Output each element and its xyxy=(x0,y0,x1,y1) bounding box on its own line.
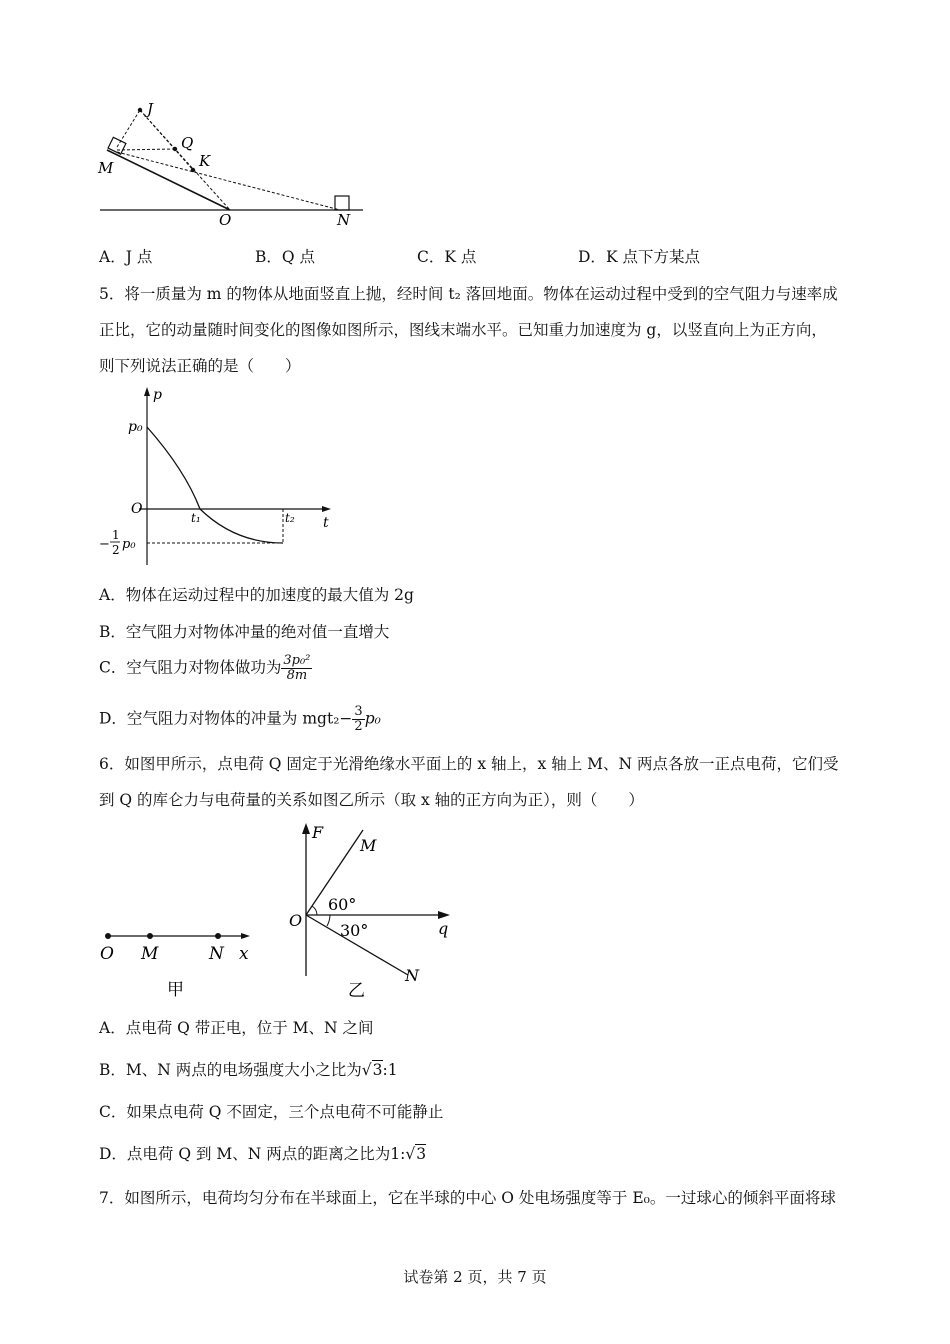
q7-line-1: 7．如图所示，电荷均匀分布在半球面上，它在半球的中心 O 处电场强度等于 E₀。一过球心的倾斜平面将球 xyxy=(99,1189,836,1207)
q5-option-c: C．空气阻力对物体做功为 $\frac{\text{3p₀²}}{8m}$ xyxy=(99,653,311,683)
half-denominator: 2 xyxy=(112,543,120,557)
jia-O: O xyxy=(100,944,114,964)
q4-option-b: B．Q 点 xyxy=(255,248,316,266)
q6-option-d: D．点电荷 Q 到 M、N 两点的距离之比为1:√3 xyxy=(99,1145,427,1163)
q5-option-b: B．空气阻力对物体冲量的绝对值一直增大 xyxy=(99,623,390,641)
q4-option-c: C．K 点 xyxy=(417,248,477,266)
q6-option-b: B．M、N 两点的电场强度大小之比为√3:1 xyxy=(99,1061,398,1079)
q6-line-2: 到 Q 的库仑力与电荷量的关系如图乙所示（取 x 轴的正方向为正），则（ ） xyxy=(99,791,644,809)
p0-label: p₀ xyxy=(128,419,143,435)
q6-option-c: C．如果点电荷 Q 不固定，三个点电荷不可能静止 xyxy=(99,1103,444,1121)
q5-line-3: 则下列说法正确的是（ ） xyxy=(99,357,301,375)
q6-figure-jia xyxy=(95,915,265,1005)
t1-label: t₁ xyxy=(191,511,201,525)
t-axis-label: t xyxy=(323,515,329,531)
q6-line-1: 6．如图甲所示，点电荷 Q 固定于光滑绝缘水平面上的 x 轴上，x 轴上 M、N 两点各放一正点电荷，它们受 xyxy=(99,755,839,773)
fig4-diagram xyxy=(95,100,375,230)
jia-x: x xyxy=(239,944,249,964)
q6-option-a: A．点电荷 Q 带正电，位于 M、N 之间 xyxy=(99,1019,374,1037)
neg-p0-label: p₀ xyxy=(122,537,136,552)
jia-caption: 甲 xyxy=(167,980,184,1000)
p-axis-label: p xyxy=(153,387,162,403)
yi-F: F xyxy=(312,823,324,842)
q5-momentum-graph xyxy=(95,385,345,570)
q4-option-d: D．K 点下方某点 xyxy=(578,248,700,266)
yi-N: N xyxy=(405,966,419,985)
t2-label: t₂ xyxy=(285,511,295,525)
yi-O: O xyxy=(289,911,303,930)
label-N: N xyxy=(337,211,351,229)
yi-angle-60: 60° xyxy=(328,895,357,914)
q5-line-1: 5．将一质量为 m 的物体从地面竖直上抛，经时间 t₂ 落回地面。物体在运动过程中受到的空气阻力与速率成 xyxy=(99,285,838,303)
half-numerator: 1 xyxy=(112,528,120,542)
label-M: M xyxy=(98,159,114,177)
origin-label: O xyxy=(131,501,143,517)
q5-option-d: D．空气阻力对物体的冲量为 mgt₂− $\frac{3}{2}$ p₀ xyxy=(99,704,381,734)
yi-q: q xyxy=(438,919,449,938)
label-Q: Q xyxy=(181,134,194,152)
q5-option-a: A．物体在运动过程中的加速度的最大值为 2g xyxy=(99,586,414,604)
jia-M: M xyxy=(141,944,159,964)
yi-caption: 乙 xyxy=(348,981,365,1001)
label-O: O xyxy=(219,211,232,229)
q4-option-a: A．J 点 xyxy=(99,248,153,266)
jia-N: N xyxy=(209,944,224,964)
page-footer: 试卷第 2 页，共 7 页 xyxy=(403,1268,547,1286)
label-J: J xyxy=(147,100,154,118)
q5-line-2: 正比，它的动量随时间变化的图像如图所示，图线末端水平。已知重力加速度为 g，以竖直向上为正方向， xyxy=(99,321,827,339)
yi-M: M xyxy=(360,836,377,855)
yi-angle-30: 30° xyxy=(340,921,369,940)
neg-sign: − xyxy=(99,537,110,552)
q6-figure-yi xyxy=(280,818,470,1003)
label-K: K xyxy=(199,152,211,170)
